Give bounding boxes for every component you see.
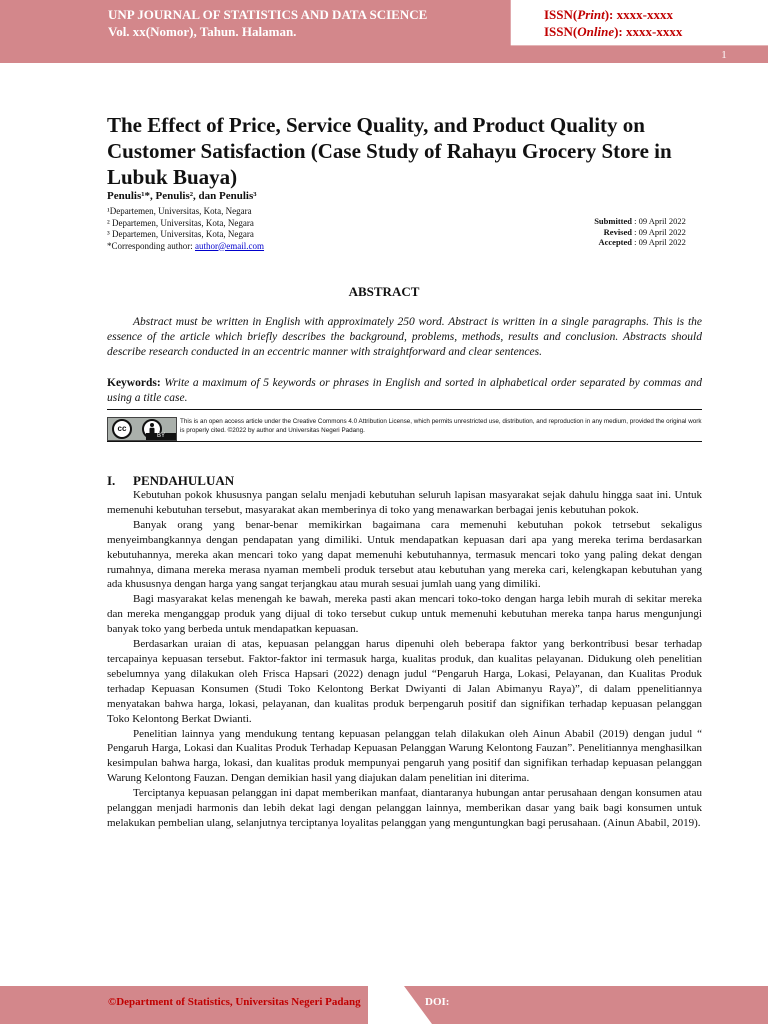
affiliation-2: ² Departemen, Universitas, Kota, Negara (107, 217, 254, 228)
abstract-text: Abstract must be written in English with approximately 250 word. Abstract is written in a single paragraphs. This is the essence of the article which briefly describes the background, problems, methods, results and conclusion. Abstracts should describe research conducted in an eccentric manner with straightforward and clear sentences. (107, 316, 702, 358)
paragraph: Banyak orang yang benar-benar memikirkan bagaimana cara memenuhi kebutuhan pokok tetrsebut sekaligus menyeimbangkannya dengan pendapatan yang dimiliki. Untuk mendapatkan kepuasan dari apa yang mereka terima berdasarkan kebutuhannya, mereka akan mencari toko yang dapat memenuhi kebutuhannya, termasuk mencari toko yang paling dekat dengan rumahnya, dimana mereka merasa nyaman membeli produk tersebut atau kebutuhan yang mereka cari, kelengkapan kebutuhan yang ada khususnya dengan harga yang sangat terjangkau atau murah sesuai jumlah uang yang dimiliki. (107, 518, 702, 591)
article-dates (586, 216, 686, 248)
issn-block (544, 6, 682, 40)
journal-volume: Vol. xx(Nomor), Tahun. Halaman. (108, 24, 297, 39)
license-text: This is an open access article under the Creative Commons 4.0 Attribution License, which permits unrestricted use, distribution, and reproduction in any medium, provided the original work is properly cited. ©2022 by author and Universitas Negeri Padang. (180, 418, 702, 434)
affiliation-1: ¹Departemen, Universitas, Kota, Negara (107, 206, 252, 216)
article-title: The Effect of Price, Service Quality, and Product Quality on Customer Satisfaction (Case Study of Rahayu Grocery Store in Lubuk Buaya) (107, 113, 672, 189)
affiliations (107, 206, 264, 252)
by-label: BY (146, 433, 176, 440)
issn-print: ISSN(Print): xxxx-xxxx (544, 7, 673, 22)
corresponding-author: *Corresponding author: author@email.com (107, 240, 265, 251)
date-revised: Revised : 09 April 2022 (603, 226, 686, 237)
affiliation-3: ³ Departemen, Universitas, Kota, Negara (107, 229, 254, 239)
paragraph: Berdasarkan uraian di atas, kepuasan pelanggan harus dipenuhi oleh beberapa faktor yang berkontribusi besar terhadap tercapainya kepuasan tersebut. Faktor-faktor ini termasuk harga, kualitas produk, dan kualitas pelayanan. Didukung oleh penelitian sebelumnya yang dilakukan oleh Frisca Hapsari (2022) denagn judul “Pengaruh Harga, Lokasi, Pelayanan, dan Kualitas Produk terhadap Kepuasan Konsumen (Studi Toko Kelontong Berkat Dwiyanti di Jalan Abimanyu Raya)”, di dalam ppenelitiannya menyatakan bahwa harga, lokasi, pelayanan, dan kualitas produk berpengaruh positif dan signifikan terhadap kepuasan pelanggan Toko Kelontong Berkat Dwianti. (107, 638, 702, 725)
date-accepted: Accepted : 09 April 2022 (598, 237, 686, 247)
keywords-text: Write a maximum of 5 keywords or phrases in English and sorted in alphabetical order separated by commas and using a title case. (107, 377, 702, 404)
section-body (107, 488, 702, 831)
issn-online: ISSN(Online): xxxx-xxxx (544, 24, 683, 39)
keywords-label: Keywords: (107, 377, 161, 389)
paragraph: Kebutuhan pokok khususnya pangan selalu menjadi kebutuhan seluruh lapisan masyarakat sejak dahulu hingga saat ini. Untuk memenuhi kebutuhan tersebut, masyarakat akan memberinya di toko yang menawarkan berbagai jenis kebutuhan pokok. (107, 489, 702, 516)
author-email-link[interactable]: author@email.com (195, 240, 265, 251)
cc-by-badge (107, 417, 177, 441)
section-number: I. (107, 473, 116, 488)
page-number: 1 (680, 47, 768, 63)
paragraph: Terciptanya kepuasan pelanggan ini dapat memberikan manfaat, diantaranya hubungan antar perusahaan dengan konsumen atau pelanggan menjadi harmonis dan lebih dekat lagi dengan pelanggan lainnya, memberikan dasar yang baik bagi konsumen untuk melakukan pembelian ulang, selanjutnya terciptanya loyalitas pelanggan yang menguntungkan bagi perusahaan. (Ainun Ababil, 2019). (107, 787, 702, 829)
footer-doi: DOI: (425, 996, 450, 1008)
paragraph: Penelitian lainnya yang mendukung tentang kepuasan pelanggan telah dilakukan oleh Ainun Ababil (2019) dengan judul “ Pengaruh Harga, Lokasi dan Kualitas Produk Terhadap Kepuasan Pelanggan Warung Kelontong Fauzan”. Penelitiannya menghasilkan kesimpulan bahwa harga, lokasi, dan kualitas produk mempunyai pengaruh yang positif dan signifikan terhadap kepuasan pelanggan Warung Kelontong Fauzan. Dengan demikian hasil yang diajukan dalam penelitian ini diterima. (107, 727, 702, 785)
abstract-heading: ABSTRACT (348, 284, 420, 299)
journal-name: UNP JOURNAL OF STATISTICS AND DATA SCIENCE (108, 7, 428, 22)
journal-header (108, 6, 427, 40)
section-heading (107, 473, 234, 489)
section-title: PENDAHULUAN (133, 473, 235, 488)
license-bottom-rule (107, 441, 702, 442)
date-submitted: Submitted : 09 April 2022 (594, 216, 686, 226)
author-list: Penulis¹*, Penulis², dan Penulis³ (107, 190, 257, 202)
keywords (107, 376, 702, 406)
license-top-rule (107, 409, 702, 410)
footer-copyright: ©Department of Statistics, Universitas Negeri Padang (108, 996, 361, 1008)
paragraph: Bagi masyarakat kelas menengah ke bawah, mereka pasti akan mencari toko-toko dengan harga lebih murah di sekitar mereka dan mereka menganggap produk yang dijual di toko tersebut cukup untuk memenuhi kebutuhan mereka tanpa harus mengunjungi banyak toko yang berbeda untuk mendapatkan kepuasan. (107, 593, 702, 636)
cc-icon: cc (112, 419, 132, 439)
